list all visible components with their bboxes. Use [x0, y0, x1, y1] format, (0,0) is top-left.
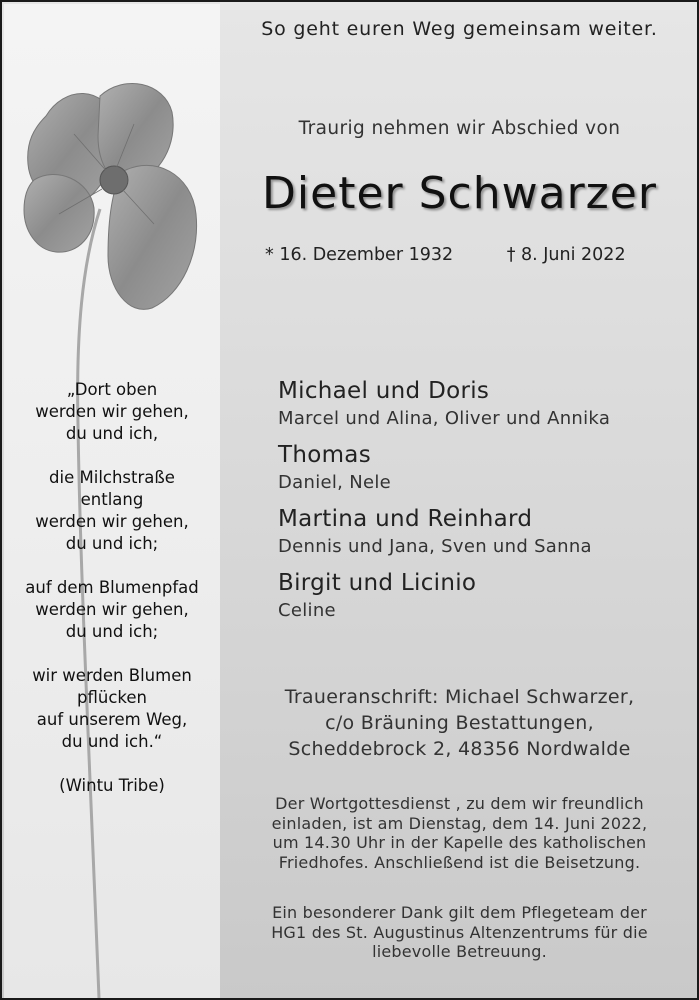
- family-list: [278, 376, 610, 632]
- poem-line: auf unserem Weg,: [36, 710, 188, 729]
- death-date: † 8. Juni 2022: [506, 245, 626, 265]
- poem-line: wir werden Blumen: [32, 666, 192, 685]
- family-name: Michael und Doris: [278, 378, 490, 404]
- poem-line: werden wir gehen,: [35, 600, 189, 619]
- poem-line: die Milchstraße: [49, 468, 175, 487]
- family-children: Daniel, Nele: [278, 472, 392, 493]
- poem-stanza-2: [4, 467, 220, 555]
- address-line: Scheddebrock 2, 48356 Nordwalde: [288, 738, 631, 760]
- mourning-address: [220, 684, 699, 762]
- deceased-name: Dieter Schwarzer: [262, 168, 657, 219]
- thanks-line: liebevolle Betreuung.: [372, 942, 547, 961]
- poem-line: du und ich;: [65, 622, 159, 641]
- poem-stanza-1: [4, 379, 220, 445]
- address-line: c/o Bräuning Bestattungen,: [325, 712, 594, 734]
- family-name: Thomas: [278, 442, 371, 468]
- thanks-note: [220, 903, 699, 962]
- life-dates: [265, 245, 626, 265]
- poem-stanza-3: [4, 577, 220, 643]
- motto: So geht euren Weg gemeinsam weiter.: [261, 18, 658, 40]
- service-line: um 14.30 Uhr in der Kapelle des katholischen: [272, 833, 647, 852]
- family-children: Marcel und Alina, Oliver und Annika: [278, 408, 611, 429]
- poem-line: pflücken: [77, 688, 147, 707]
- family-name: Birgit und Licinio: [278, 570, 477, 596]
- address-line: Traueranschrift: Michael Schwarzer,: [284, 686, 635, 708]
- poem-line: werden wir gehen,: [35, 512, 189, 531]
- service-line: Der Wortgottesdienst , zu dem wir freundlich: [275, 794, 644, 813]
- family-children: Celine: [278, 600, 336, 621]
- service-line: Friedhofes. Anschließend ist die Beisetzung.: [278, 852, 641, 872]
- poem-panel: [4, 4, 220, 998]
- poem-line: du und ich,: [65, 424, 159, 443]
- poem-line: werden wir gehen,: [35, 402, 189, 421]
- birth-date: * 16. Dezember 1932: [265, 245, 454, 265]
- family-name: Martina und Reinhard: [278, 506, 533, 532]
- poem-line: „Dort oben: [66, 380, 158, 399]
- poem-line: du und ich;: [65, 534, 159, 553]
- service-line: einladen, ist am Dienstag, dem 14. Juni 2022,: [271, 813, 648, 833]
- poem-author: (Wintu Tribe): [59, 776, 165, 795]
- family-children: Dennis und Jana, Sven und Sanna: [278, 536, 592, 557]
- poem-line: entlang: [80, 490, 144, 509]
- poem-line: auf dem Blumenpfad: [25, 578, 199, 597]
- thanks-line: Ein besonderer Dank gilt dem Pflegeteam der: [272, 903, 647, 922]
- service-info: [220, 794, 699, 872]
- notice-main: [220, 2, 699, 998]
- poem-stanza-4: [4, 665, 220, 753]
- thanks-line: HG1 des St. Augustinus Altenzentrums für die: [271, 922, 648, 942]
- intro-text: Traurig nehmen wir Abschied von: [298, 118, 621, 139]
- poem: [4, 379, 220, 797]
- poem-line: du und ich.“: [61, 732, 163, 751]
